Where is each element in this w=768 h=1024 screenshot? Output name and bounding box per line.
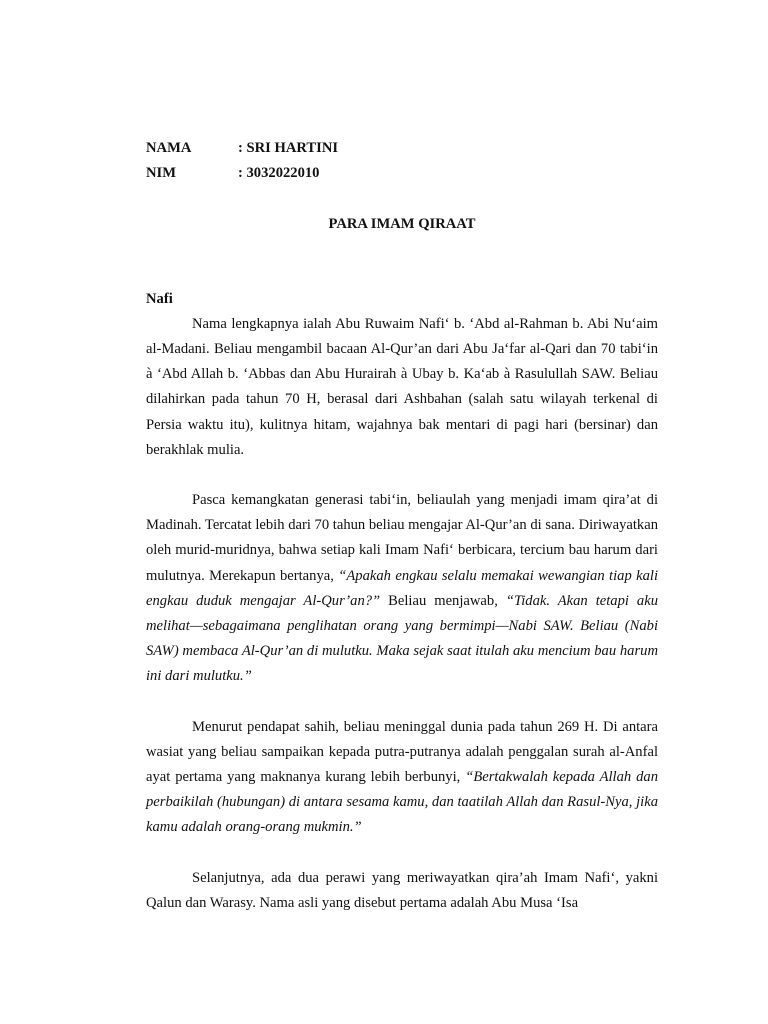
paragraph-4 (146, 866, 658, 916)
paragraph-2-quote-2: “Tidak. Akan tetapi aku melihat—sebagaimana penglihatan orang yang bermimpi—Nabi SAW. Beliau (Nabi SAW) membaca Al-Qur’an di mulutku. Maka sejak saat itulah aku mencium bau harum ini dari mulutku.” (146, 592, 658, 685)
paragraph-3-quote-1: “Bertakwalah kepada Allah dan perbaikilah (hubungan) di antara sesama kamu, dan taatilah Allah dan Rasul-Nya, jika kamu adalah orang-orang mukmin.” (146, 769, 658, 836)
paragraph-2-text-2: Beliau menjawab, (380, 592, 506, 609)
paragraph-1 (146, 312, 658, 463)
nim-row (146, 161, 658, 186)
paragraph-1-text: Nama lengkapnya ialah Abu Ruwaim Nafi‘ b. ‘Abd al-Rahman b. Abi Nu‘aim al-Madani. Beliau mengambil bacaan Al-Qur’an dari Abu Ja‘far al-Qari dan 70 tabi‘in à ‘Abd Allah b. ‘Abbas dan Abu Hurairah à Ubay b. Ka‘ab à Rasulullah SAW. Beliau dilahirkan pada tahun 70 H, berasal dari Ashbahan (salah satu wilayah terkenal di Persia waktu itu), kulitnya hitam, wajahnya bak mentari di pagi hari (bersinar) dan berakhlak mulia. (146, 315, 658, 458)
section-heading: Nafi (146, 290, 173, 307)
paragraph-3 (146, 715, 658, 841)
paragraph-4-text: Selanjutnya, ada dua perawi yang meriwayatkan qira’ah Imam Nafi‘, yakni Qalun dan Warasy. Nama asli yang disebut pertama adalah Abu Musa ‘Isa (146, 869, 658, 911)
nim-value: : 3032022010 (238, 165, 320, 182)
paragraph-2 (146, 488, 658, 690)
paragraph-2-quote-1: “Apakah engkau selalu memakai wewangian tiap kali engkau duduk mengajar Al-Qur’an?” (146, 567, 659, 609)
name-label: NAMA (146, 140, 192, 156)
name-value: : SRI HARTINI (238, 140, 339, 156)
document-title: PARA IMAM QIRAAT (328, 216, 476, 233)
name-row (146, 136, 658, 161)
document-page (146, 136, 658, 916)
paragraph-2-text-1: Pasca kemangkatan generasi tabi‘in, beliaulah yang menjadi imam qira’at di Madinah. Tercatat lebih dari 70 tahun beliau mengajar Al-Qur’an di sana. Diriwayatkan oleh murid-muridnya, bahwa setiap kali Imam Nafi‘ berbicara, tercium bau harum dari mulutnya. Merekapun bertanya, (146, 492, 658, 584)
paragraph-3-text-1: Menurut pendapat sahih, beliau meninggal dunia pada tahun 269 H. Di antara wasiat yang beliau sampaikan kepada putra-putranya adalah penggalan surah al-Anfal ayat pertama yang maknanya kurang lebih berbunyi, (146, 718, 658, 786)
nim-label: NIM (146, 165, 176, 182)
